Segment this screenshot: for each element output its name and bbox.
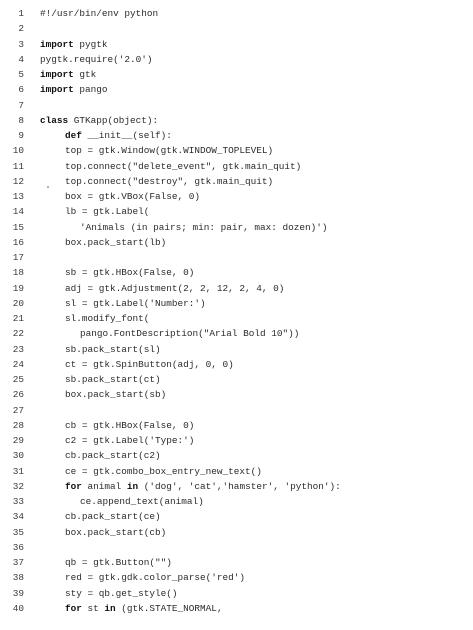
- line-code: [65, 311, 149, 326]
- line-number: 36: [12, 541, 24, 553]
- code-line: [0, 387, 473, 402]
- code-line: [0, 265, 473, 280]
- keyword: for: [65, 602, 82, 614]
- line-code: [65, 387, 166, 402]
- line-number: 5: [18, 69, 24, 80]
- line-code: [40, 67, 96, 82]
- line-number: 17: [12, 252, 24, 263]
- code-text: adj = gtk.Adjustment(2, 2, 12, 2, 4, 0): [65, 282, 285, 294]
- code-text: cb.pack_start(c2): [65, 450, 161, 462]
- keyword: import: [40, 84, 74, 96]
- code-text: top.connect("delete_event", gtk.main_quit): [65, 160, 302, 172]
- code-line: [0, 189, 473, 204]
- line-number: 37: [12, 557, 24, 568]
- line-code: [65, 143, 273, 158]
- keyword: for: [65, 480, 82, 492]
- line-code: [40, 52, 153, 67]
- code-line: [0, 326, 473, 341]
- code-line: [0, 540, 473, 555]
- line-code: [65, 555, 172, 570]
- line-number: 34: [12, 511, 24, 523]
- code-line: [0, 479, 473, 494]
- line-code: [65, 159, 301, 174]
- code-text: cb = gtk.HBox(False, 0): [65, 419, 195, 431]
- line-number: 35: [12, 526, 24, 538]
- code-line: [0, 418, 473, 433]
- code-text: top.connect("destroy", gtk.main_quit): [65, 175, 274, 187]
- code-text: GTKapp(object):: [68, 114, 159, 126]
- keyword: in: [104, 602, 116, 614]
- keyword: def: [65, 130, 82, 141]
- code-listing: [0, 6, 473, 616]
- code-line: [0, 143, 473, 158]
- code-text: top = gtk.Window(gtk.WINDOW_TOPLEVEL): [65, 145, 274, 157]
- line-number: 13: [12, 191, 24, 202]
- line-number: 8: [18, 114, 24, 126]
- code-line: [0, 372, 473, 387]
- keyword: in: [126, 480, 139, 492]
- code-text: animal: [81, 480, 127, 492]
- code-line: [0, 204, 473, 219]
- code-line: [0, 448, 473, 463]
- line-number: 30: [12, 450, 24, 462]
- code-text: ('dog', 'cat','hamster', 'python'):: [138, 480, 341, 492]
- line-code: [80, 326, 299, 341]
- line-number: 39: [12, 587, 24, 599]
- code-line: [0, 525, 473, 540]
- line-number: 18: [12, 267, 24, 279]
- line-code: [65, 204, 149, 219]
- keyword: import: [40, 69, 74, 80]
- line-number: 40: [12, 602, 24, 614]
- code-line: [0, 250, 473, 265]
- line-code: [65, 525, 166, 540]
- line-number: 6: [18, 84, 24, 96]
- line-code: [65, 174, 273, 189]
- line-number: 28: [12, 419, 24, 431]
- line-code: [65, 342, 161, 357]
- line-number: 2: [18, 23, 24, 35]
- keyword: import: [40, 38, 74, 50]
- code-line: [0, 159, 473, 174]
- stray-mark: [47, 186, 49, 188]
- line-number: 20: [12, 297, 24, 309]
- code-line: [0, 342, 473, 357]
- code-text: box = gtk.VBox(False, 0): [65, 191, 201, 202]
- line-code: [65, 570, 245, 585]
- code-text: ce = gtk.combo_box_entry_new_text(): [65, 465, 262, 477]
- code-text: (gtk.STATE_NORMAL,: [115, 602, 223, 614]
- line-code: [65, 296, 206, 311]
- line-code: [65, 235, 166, 250]
- code-text: box.pack_start(lb): [65, 236, 167, 248]
- code-line: [0, 281, 473, 296]
- code-text: gtk: [73, 69, 97, 80]
- line-number: 10: [12, 145, 24, 157]
- line-code: [40, 113, 158, 128]
- line-code: [65, 418, 194, 433]
- line-code: [65, 281, 284, 296]
- code-line: [0, 82, 473, 97]
- line-code: [65, 372, 161, 387]
- line-number: 1: [18, 8, 24, 19]
- line-number: 26: [12, 389, 24, 401]
- code-text: pygtk: [73, 38, 108, 50]
- code-line: [0, 21, 473, 36]
- code-text: box.pack_start(sb): [65, 389, 167, 401]
- code-line: [0, 433, 473, 448]
- line-number: 23: [12, 343, 24, 355]
- code-line: [0, 555, 473, 570]
- code-line: [0, 52, 473, 67]
- code-line: [0, 6, 473, 21]
- code-line: [0, 37, 473, 52]
- code-line: [0, 296, 473, 311]
- line-number: 14: [12, 206, 24, 218]
- code-line: [0, 403, 473, 418]
- line-number: 27: [12, 404, 24, 416]
- code-text: 'Animals (in pairs; min: pair, max: dozen)'): [80, 221, 328, 233]
- line-code: [80, 494, 204, 509]
- code-text: pango: [73, 84, 108, 96]
- code-line: [0, 509, 473, 524]
- line-code: [65, 448, 161, 463]
- code-text: c2 = gtk.Label('Type:'): [65, 435, 195, 446]
- line-number: 21: [12, 313, 24, 324]
- code-text: st: [81, 602, 105, 614]
- line-number: 15: [12, 221, 24, 233]
- line-number: 3: [18, 38, 24, 50]
- line-number: 16: [12, 236, 24, 248]
- code-text: __init__(self):: [81, 130, 172, 141]
- keyword: class: [40, 114, 69, 126]
- line-code: [65, 189, 200, 204]
- line-code: [65, 357, 234, 372]
- code-text: #!/usr/bin/env python: [40, 8, 159, 19]
- code-text: ce.append_text(animal): [80, 496, 204, 507]
- line-number: 38: [12, 572, 24, 584]
- code-line: [0, 98, 473, 113]
- line-number: 25: [12, 374, 24, 385]
- code-line: [0, 128, 473, 143]
- line-code: [65, 433, 194, 448]
- line-code: [80, 220, 328, 235]
- line-number: 31: [12, 465, 24, 477]
- code-line: [0, 235, 473, 250]
- code-line: [0, 464, 473, 479]
- code-text: ct = gtk.SpinButton(adj, 0, 0): [65, 358, 234, 370]
- line-code: [65, 265, 194, 280]
- line-number: 11: [12, 160, 24, 172]
- line-code: [65, 464, 262, 479]
- line-number: 24: [12, 358, 24, 370]
- line-number: 12: [12, 175, 24, 187]
- code-text: sb.pack_start(ct): [65, 374, 161, 385]
- code-text: qb = gtk.Button(""): [65, 557, 172, 568]
- line-number: 19: [12, 282, 24, 294]
- line-number: 32: [12, 480, 24, 492]
- line-code: [40, 37, 108, 52]
- line-code: [65, 509, 161, 524]
- code-text: cb.pack_start(ce): [65, 511, 161, 523]
- code-line: [0, 357, 473, 372]
- code-line: [0, 586, 473, 601]
- code-text: pygtk.require('2.0'): [40, 53, 153, 65]
- code-line: [0, 67, 473, 82]
- code-line: [0, 220, 473, 235]
- code-text: sb.pack_start(sl): [65, 343, 161, 355]
- line-number: 4: [18, 53, 24, 65]
- line-number: 7: [18, 99, 24, 111]
- code-text: red = gtk.gdk.color_parse('red'): [65, 572, 246, 584]
- code-line: [0, 601, 473, 616]
- code-text: sty = qb.get_style(): [65, 587, 178, 599]
- line-code: [65, 601, 223, 616]
- line-number: 22: [12, 328, 24, 340]
- code-text: lb = gtk.Label(: [65, 206, 150, 218]
- code-line: [0, 113, 473, 128]
- code-text: sl = gtk.Label('Number:'): [65, 297, 206, 309]
- line-number: 33: [12, 496, 24, 507]
- code-line: [0, 174, 473, 189]
- line-code: [65, 586, 178, 601]
- line-code: [65, 479, 341, 494]
- line-code: [65, 128, 172, 143]
- code-line: [0, 570, 473, 585]
- code-text: pango.FontDescription("Arial Bold 10")): [80, 328, 300, 340]
- code-line: [0, 311, 473, 326]
- line-code: [40, 6, 158, 21]
- line-number: 29: [12, 435, 24, 446]
- code-text: sl.modify_font(: [65, 313, 150, 324]
- line-number: 9: [18, 130, 24, 141]
- code-text: sb = gtk.HBox(False, 0): [65, 267, 195, 279]
- code-text: box.pack_start(cb): [65, 526, 167, 538]
- line-code: [40, 82, 108, 97]
- code-line: [0, 494, 473, 509]
